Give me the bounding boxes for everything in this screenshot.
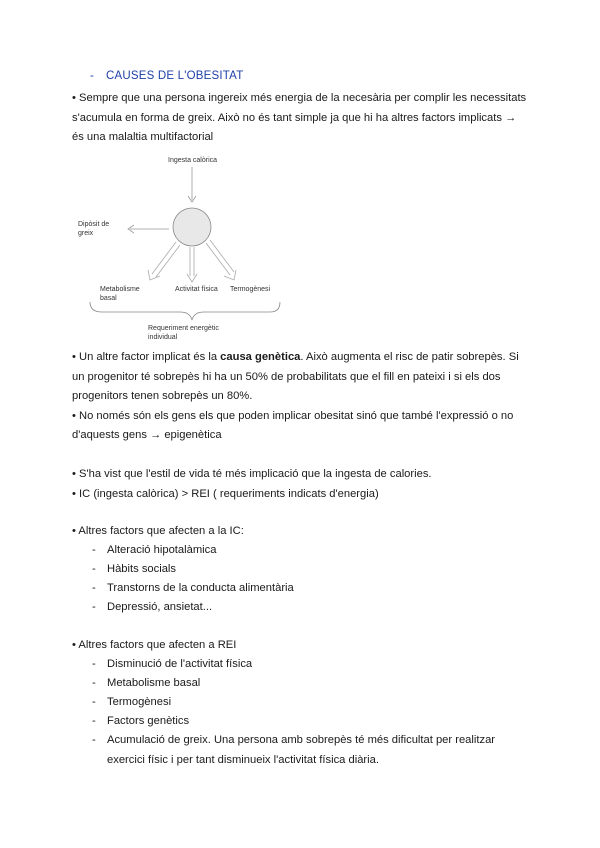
genetics-line-3: progenitors tenen sobrepès un 80%. [72, 390, 253, 402]
genetics-line-1: • Un altre factor implicat és la causa genètica. Això augmenta el risc de patir sobrepès. Si [72, 351, 519, 363]
energy-circle [173, 208, 211, 246]
ic-factors-title: • Altres factors que afecten a la IC: [72, 525, 244, 537]
intro-paragraph [72, 89, 542, 148]
list-item: - Acumulació de greix. Una persona amb sobrepès té més dificultat per realitzar exercici físic i per tant disminueix l'activitat física diària. [92, 734, 496, 766]
diagram-brace [90, 302, 280, 320]
diagram-label-fat-1: Dipòsit de [78, 221, 110, 228]
intro-line-3: és una malaltia multifactorial [72, 131, 214, 143]
genetics-bold-term: causa genètica [220, 351, 301, 363]
lifestyle-line-2: • IC (ingesta calòrica) > REI ( requeriments indicats d'energia) [72, 487, 379, 500]
energy-balance-diagram [72, 150, 292, 345]
arrow-fat-deposit [128, 225, 169, 233]
arrow-thermogenesis [206, 240, 236, 280]
list-item: - Transtorns de la conducta alimentària [92, 582, 294, 594]
diagram-label-thermogenesis: Termogènesi [230, 286, 271, 293]
arrow-activity [187, 247, 197, 282]
diagram-label-metabolism-2: basal [100, 295, 117, 302]
list-item: - Factors genètics [92, 715, 190, 727]
list-item: - Termogènesi [92, 696, 172, 708]
section-heading [90, 70, 243, 82]
diagram-label-fat-2: greix [78, 230, 94, 237]
list-item: - Metabolisme basal [92, 677, 201, 689]
list-item: - Disminució de l'activitat física [92, 658, 253, 670]
intro-line-1: • Sempre que una persona ingereix més energia de la necesària per complir les necessitats [72, 92, 527, 104]
diagram-label-metabolism-1: Metabolisme [100, 286, 140, 293]
diagram-label-intake: Ingesta calòrica [168, 157, 218, 164]
diagram-label-activity: Activitat física [175, 286, 218, 293]
rei-factors-title: • Altres factors que afecten a REI [72, 639, 237, 651]
genetics-line-2: un progenitor té sobrepès hi ha un 50% de probabilitats que el fill en pateixi i si els dos [72, 370, 501, 383]
arrow-metabolism [148, 242, 180, 280]
lifestyle-line-1: • S'ha vist que l'estil de vida té més implicació que la ingesta de calories. [72, 468, 432, 480]
genetics-paragraph [72, 348, 542, 446]
intro-line-2: s'acumula en forma de greix. Això no és tant simple ja que hi ha altres factors implicats → [72, 111, 517, 124]
heading-dash: - [90, 70, 95, 82]
heading-title: CAUSES DE L'OBESITAT [106, 70, 244, 82]
list-item: - Depressió, ansietat... [92, 601, 213, 613]
list-item: - Alteració hipotalàmica [92, 544, 217, 556]
diagram-label-requirement-2: individual [148, 334, 178, 341]
arrow-intake [188, 167, 196, 202]
lifestyle-paragraph [72, 465, 542, 504]
diagram-label-requirement-1: Requeriment energètic [148, 325, 219, 332]
list-item: - Hàbits socials [92, 563, 177, 575]
genetics-line-5: d'aquests gens → epigenètica [72, 429, 222, 441]
genetics-line-4: • No només són els gens els que poden implicar obesitat sinó que també l'expressió o no [72, 409, 514, 422]
